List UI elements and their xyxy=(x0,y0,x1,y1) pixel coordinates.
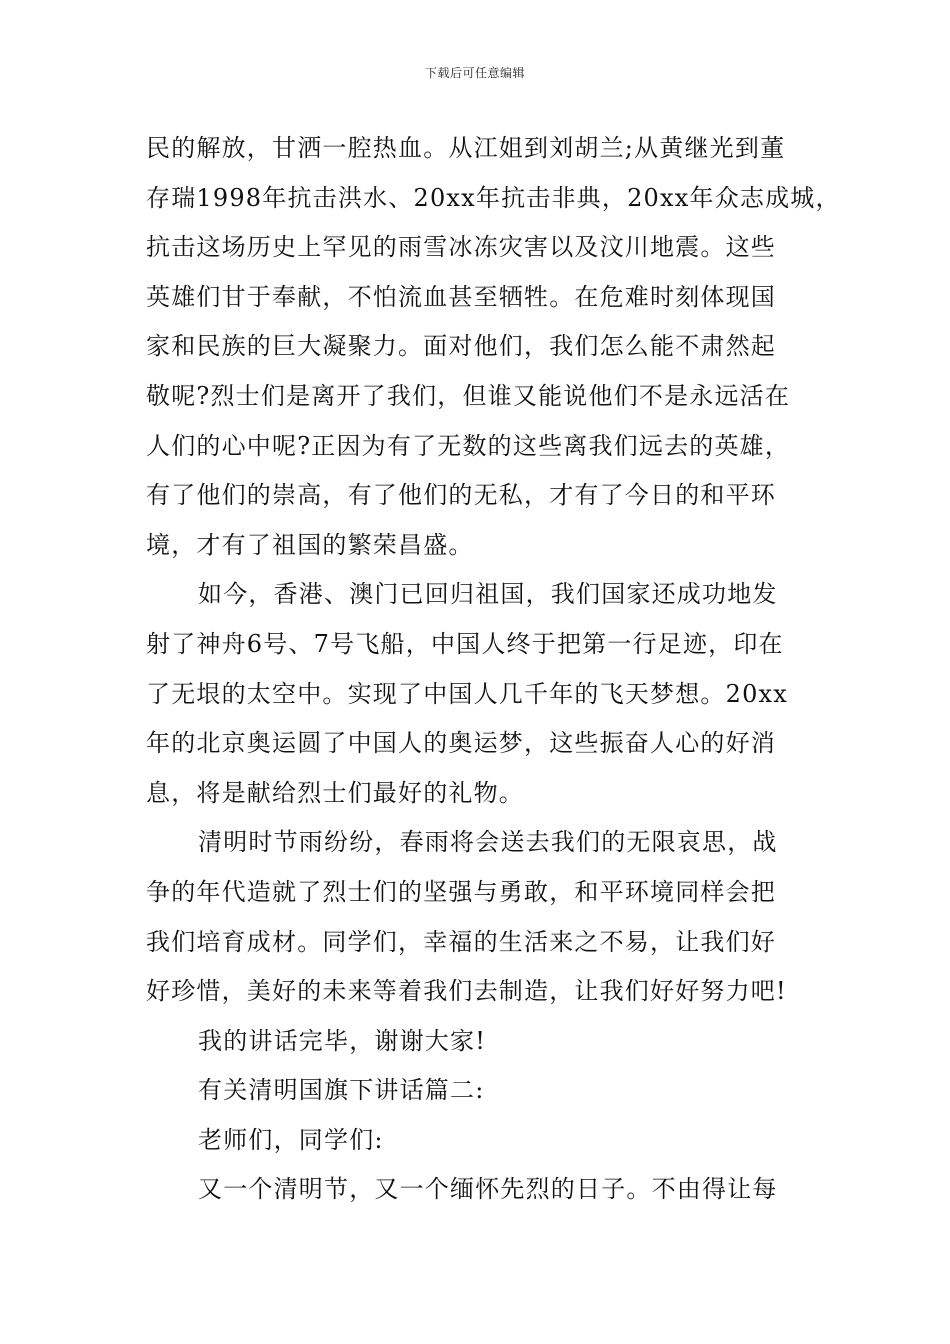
text-line: 如今，香港、澳门已回归祖国，我们国家还成功地发 xyxy=(198,580,778,609)
text-line: 年的北京奥运圆了中国人的奥运梦，这些振奋人心的好消 xyxy=(146,729,776,758)
text-line: 我们培育成材。同学们，幸福的生活来之不易，让我们好 xyxy=(146,927,776,956)
text-line: 清明时节雨纷纷，春雨将会送去我们的无限哀思，战 xyxy=(198,828,778,857)
text-line: 民的解放，甘洒一腔热血。从江姐到刘胡兰;从黄继光到董 xyxy=(146,134,786,162)
text-line: 又一个清明节，又一个缅怀先烈的日子。不由得让每 xyxy=(198,1175,778,1204)
text-line: 射了神舟6号、7号飞船，中国人终于把第一行足迹，印在 xyxy=(146,629,784,658)
text-line: 有了他们的崇高，有了他们的无私，才有了今日的和平环 xyxy=(146,481,776,510)
text-line: 存瑞1998年抗击洪水、20xx年抗击非典，20xx年众志成城， xyxy=(146,183,841,212)
text-line: 境，才有了祖国的繁荣昌盛。 xyxy=(146,530,474,559)
text-line: 抗击这场历史上罕见的雨雪冰冻灾害以及汶川地震。这些 xyxy=(146,233,776,262)
text-line: 了无垠的太空中。实现了中国人几千年的飞天梦想。20xx xyxy=(146,679,789,708)
text-line: 家和民族的巨大凝聚力。面对他们，我们怎么能不肃然起 xyxy=(146,332,776,361)
page-header: 下载后可任意编辑 xyxy=(424,66,525,80)
text-line: 老师们，同学们: xyxy=(198,1125,384,1154)
text-line: 英雄们甘于奉献，不怕流血甚至牺牲。在危难时刻体现国 xyxy=(146,282,776,311)
text-line: 我的讲话完毕，谢谢大家! xyxy=(198,1026,487,1055)
text-line: 争的年代造就了烈士们的坚强与勇敢，和平环境同样会把 xyxy=(146,877,776,906)
text-line: 好珍惜，美好的未来等着我们去制造，让我们好好努力吧! xyxy=(146,977,787,1006)
text-line: 敬呢?烈士们是离开了我们，但谁又能说他们不是永远活在 xyxy=(146,381,791,410)
body-text xyxy=(146,124,841,1215)
text-line: 人们的心中呢?正因为有了无数的这些离我们远去的英雄， xyxy=(146,431,791,460)
text-line: 息，将是献给烈士们最好的礼物。 xyxy=(146,778,524,807)
text-line: 有关清明国旗下讲话篇二: xyxy=(198,1076,485,1105)
